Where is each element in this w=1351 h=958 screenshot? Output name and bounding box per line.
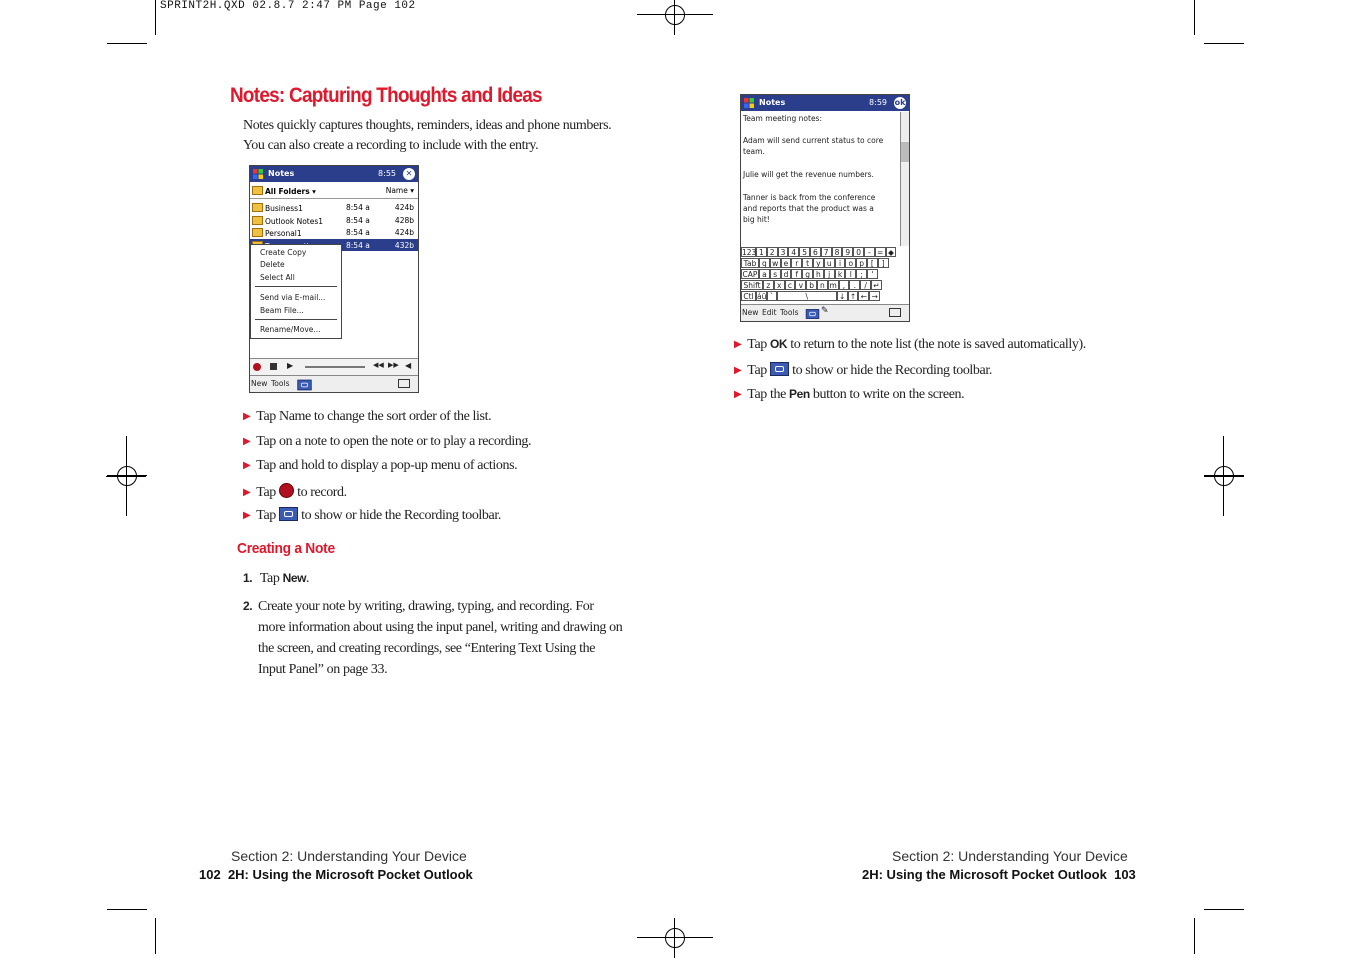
crop-mark [1204, 43, 1244, 44]
key[interactable]: f [791, 269, 802, 279]
tools-menu[interactable]: Tools [780, 308, 799, 317]
key[interactable]: i [835, 258, 846, 268]
recording-toolbar-icon[interactable] [806, 309, 819, 319]
key[interactable]: 8 [832, 247, 843, 257]
windows-logo-icon [252, 168, 264, 180]
key[interactable]: áü [757, 292, 767, 301]
key[interactable]: . [849, 280, 860, 290]
menu-item-send-email[interactable]: Send via E-mail... [260, 293, 326, 302]
key[interactable]: ◆ [886, 247, 897, 257]
crop-mark [107, 43, 147, 44]
key[interactable]: r [791, 258, 802, 268]
print-slug: SPRINT2H.QXD 02.8.7 2:47 PM Page 102 [160, 0, 416, 12]
key[interactable]: ' [867, 269, 878, 279]
edit-menu[interactable]: Edit [762, 308, 777, 317]
key[interactable]: ← [858, 291, 869, 301]
note-icon [252, 216, 263, 225]
note-time: 8:54 a [346, 240, 370, 250]
key[interactable]: s [770, 269, 781, 279]
scrollbar[interactable] [900, 112, 909, 246]
note-icon [252, 203, 263, 212]
footer-section-left: Section 2: Understanding Your Device [231, 848, 467, 864]
key[interactable]: x [774, 280, 785, 290]
key[interactable]: l [845, 269, 856, 279]
key[interactable]: [ [867, 258, 878, 268]
windows-logo-icon [743, 97, 755, 109]
recording-toolbar-icon[interactable] [297, 380, 311, 391]
keyboard-icon[interactable] [889, 308, 901, 317]
note-list-row[interactable] [250, 226, 418, 238]
key[interactable]: w [770, 258, 781, 268]
step-2: 2. Create your note by writing, drawing, typing, and recording. For more information about using the input panel, writing and drawing on the screen, and creating recordings, see “Entering Text Using the Input Panel” on page 33. [243, 599, 623, 677]
play-button[interactable]: ▶ [287, 361, 294, 370]
menu-item-create-copy[interactable]: Create Copy [260, 248, 307, 257]
note-size: 432b [394, 240, 414, 250]
bullet-arrow-icon: ▶ [734, 365, 742, 376]
key[interactable]: ; [856, 269, 867, 279]
forward-button[interactable]: ▶▶ [388, 361, 399, 369]
note-name: Personal1 [265, 229, 302, 238]
note-name: Outlook Notes1 [265, 216, 324, 226]
key[interactable]: 3 [778, 247, 789, 257]
popup-menu [250, 244, 342, 339]
note-time: 8:54 a [346, 215, 370, 225]
key[interactable]: ↵ [871, 280, 882, 290]
keyboard-row [741, 247, 909, 258]
key[interactable]: 123 [742, 248, 757, 257]
stop-button[interactable] [270, 363, 277, 370]
crop-mark [155, 0, 156, 35]
bullet-item: ▶ Tap and hold to display a pop-up menu of actions. [243, 458, 518, 474]
title-bar [250, 166, 418, 182]
key[interactable]: u [824, 258, 835, 268]
note-line: and reports that the product was a [743, 204, 874, 213]
note-list-row[interactable] [250, 214, 418, 226]
key[interactable]: c [785, 280, 796, 290]
key[interactable]: → [869, 291, 880, 301]
note-line: Julie will get the revenue numbers. [743, 170, 874, 179]
command-bar [741, 304, 909, 321]
key[interactable]: n [817, 280, 828, 290]
menu-item-beam-file[interactable]: Beam File... [260, 306, 304, 315]
sort-dropdown[interactable]: Name ▾ [385, 186, 414, 195]
tools-menu[interactable]: Tools [271, 379, 290, 388]
bullet-item: ▶ Tap Name to change the sort order of the list. [243, 409, 492, 424]
bullet-item: ▶ Tap to show or hide the Recording toolbar. [734, 363, 992, 378]
note-time: 8:54 a [346, 203, 370, 212]
ok-button[interactable]: ok [894, 98, 906, 107]
crop-mark [107, 909, 147, 910]
key[interactable]: , [839, 280, 850, 290]
footer-page-left: 102 2H: Using the Microsoft Pocket Outlook [199, 867, 473, 882]
bullet-arrow-icon: ▶ [734, 389, 742, 400]
speaker-icon[interactable]: ◀ [405, 361, 412, 370]
subheading: Creating a Note [237, 540, 335, 557]
recording-toolbar-icon [770, 362, 789, 376]
keyboard-row [741, 280, 909, 291]
keyboard-row [741, 258, 909, 269]
bullet-arrow-icon: ▶ [243, 460, 251, 472]
record-button[interactable] [253, 363, 261, 371]
menu-item-rename-move[interactable]: Rename/Move... [260, 325, 321, 334]
note-size: 424b [394, 203, 414, 212]
key[interactable]: 0 [853, 247, 864, 257]
keyboard-row [741, 291, 909, 302]
key[interactable]: = [875, 247, 886, 257]
crop-mark [155, 918, 156, 954]
note-time: 8:54 a [346, 228, 370, 237]
intro-paragraph: Notes quickly captures thoughts, reminders, ideas and phone numbers. You can also create a recording to include with the entry. [243, 118, 612, 153]
key[interactable]: o [845, 258, 856, 268]
bullet-item: ▶ Tap OK to return to the note list (the note is saved automatically). [734, 337, 1086, 352]
key[interactable]: 4 [788, 247, 799, 257]
bullet-item: ▶ Tap the Pen button to write on the screen. [734, 387, 965, 402]
bullet-item: ▶ Tap on a note to open the note or to play a recording. [243, 433, 532, 449]
registration-mark [655, 0, 695, 35]
note-line: big hit! [743, 215, 770, 224]
registration-mark [107, 456, 147, 516]
key[interactable]: 7 [821, 247, 832, 257]
note-name: Business1 [265, 204, 303, 213]
bullet-arrow-icon: ▶ [243, 435, 251, 447]
key[interactable]: g [802, 269, 813, 279]
key[interactable]: y [813, 258, 824, 268]
app-title: Notes [759, 98, 786, 107]
key[interactable]: z [763, 280, 774, 290]
key[interactable]: h [813, 269, 824, 279]
key[interactable]: e [781, 258, 792, 268]
bullet-arrow-icon: ▶ [243, 510, 251, 522]
key[interactable]: CAP [742, 270, 758, 279]
key[interactable]: - [864, 247, 875, 257]
note-line: Adam will send current status to core [743, 136, 884, 145]
menu-item-delete[interactable]: Delete [260, 260, 285, 269]
notes-list-screenshot [249, 165, 419, 393]
note-editor-screenshot [740, 94, 910, 322]
note-line: Team meeting notes: [743, 114, 822, 123]
key[interactable]: ] [878, 258, 889, 268]
footer-section-right: Section 2: Understanding Your Device [892, 848, 1128, 864]
note-line: Tanner is back from the conference [743, 193, 876, 202]
key[interactable]: q [759, 258, 770, 268]
bullet-arrow-icon: ▶ [243, 411, 251, 422]
registration-mark [1204, 456, 1244, 496]
key[interactable]: p [856, 258, 867, 268]
bullet-item: ▶ Tap to record. [243, 484, 347, 500]
key[interactable]: j [824, 269, 835, 279]
crop-mark [1194, 0, 1195, 35]
note-line: team. [743, 147, 765, 156]
bullet-item: ▶ Tap to show or hide the Recording toolbar. [243, 508, 501, 524]
key[interactable]: / [860, 280, 871, 290]
keyboard-row [741, 269, 909, 280]
key[interactable]: t [802, 258, 813, 268]
key[interactable]: 1 [756, 247, 767, 257]
bullet-arrow-icon: ▶ [734, 339, 742, 350]
record-icon [279, 483, 294, 498]
command-bar [250, 375, 418, 392]
key[interactable]: Ctl [741, 291, 756, 301]
key[interactable]: 9 [842, 247, 853, 257]
crop-mark [1204, 909, 1244, 910]
note-text[interactable] [743, 114, 898, 246]
key[interactable]: \ [777, 291, 837, 301]
recording-toolbar [250, 358, 418, 375]
page-title: Notes: Capturing Thoughts and Ideas [230, 84, 542, 107]
key[interactable]: ↓ [837, 291, 848, 301]
crop-mark [1194, 918, 1195, 954]
folder-icon [252, 186, 263, 195]
menu-item-select-all[interactable]: Select All [260, 273, 295, 282]
registration-mark [655, 918, 695, 958]
folder-dropdown[interactable]: All Folders [265, 187, 310, 196]
key[interactable]: a [759, 269, 770, 279]
new-menu[interactable]: New [251, 379, 268, 388]
key[interactable]: Shift [741, 280, 763, 290]
footer-page-right: 2H: Using the Microsoft Pocket Outlook 103 [862, 867, 1136, 882]
key[interactable]: ↑ [848, 291, 859, 301]
soft-keyboard [741, 247, 909, 303]
key[interactable]: ` [767, 291, 777, 301]
step-1: 1. Tap New. [243, 571, 310, 586]
new-menu[interactable]: New [742, 308, 759, 317]
bullet-arrow-icon: ▶ [243, 486, 251, 498]
volume-slider[interactable] [305, 366, 365, 368]
clock: 8:55 [378, 169, 396, 178]
recording-toolbar-icon [279, 507, 298, 521]
note-size: 424b [394, 228, 414, 237]
key[interactable]: Tab [741, 258, 759, 268]
key[interactable]: k [835, 269, 846, 279]
note-size: 428b [394, 215, 414, 225]
folder-bar[interactable]: All Folders ▾ Name ▾ [250, 184, 418, 199]
key[interactable]: b [806, 280, 817, 290]
key[interactable]: 6 [810, 247, 821, 257]
key[interactable]: m [829, 281, 837, 290]
rewind-button[interactable]: ◀◀ [373, 361, 384, 369]
close-icon[interactable]: ✕ [403, 168, 415, 180]
keyboard-icon[interactable] [398, 379, 410, 388]
key[interactable]: 2 [767, 247, 778, 257]
key[interactable]: d [781, 269, 792, 279]
note-icon [252, 228, 263, 237]
clock: 8:59 [869, 98, 887, 107]
pen-icon[interactable]: ✎ [821, 306, 829, 316]
title-bar [741, 95, 909, 111]
key[interactable]: v [795, 280, 806, 290]
key[interactable]: 5 [799, 247, 810, 257]
note-list-row[interactable] [250, 201, 418, 213]
app-title: Notes [268, 169, 295, 178]
